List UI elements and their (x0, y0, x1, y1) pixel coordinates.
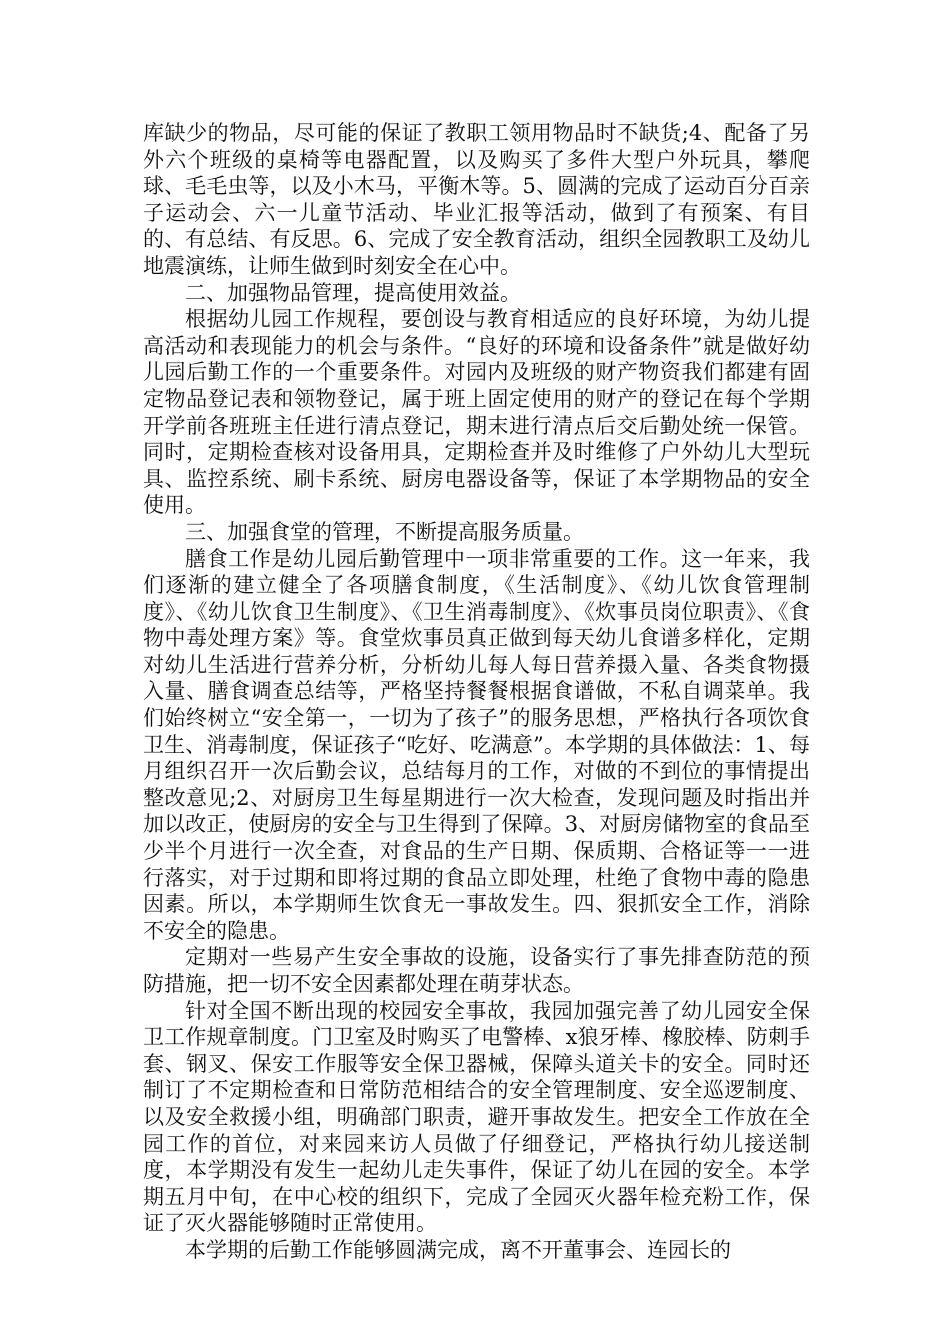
paragraph-continuation: 库缺少的物品，尽可能的保证了教职工领用物品时不缺货;4、配备了另外六个班级的桌椅等电器配置，以及购买了多件大型户外玩具，攀爬球、毛毛虫等，以及小木马，平衡木等。5、圆满的完成了运动百分百亲子运动会、六一儿童节活动、毕业汇报等活动，做到了有预案、有目的、有总结、有反思。6、完成了安全教育活动，组织全园教职工及幼儿地震演练，让师生做到时刻安全在心中。 (143, 121, 810, 278)
paragraph-safety-inspection: 定期对一些易产生安全事故的设施，设备实行了事先排查防范的预防措施，把一切不安全因素都处理在萌芽状态。 (143, 945, 810, 996)
paragraph-security-rules: 针对全国不断出现的校园安全事故，我园加强完善了幼儿园安全保卫工作规章制度。门卫室及时购买了电警棒、x狼牙棒、橡胶棒、防刺手套、钢叉、保安工作服等安全保卫器械，保障头道关卡的安全。同时还制订了不定期检查和日常防范相结合的安全管理制度、安全巡逻制度、以及安全救援小组，明确部门职责，避开事故发生。把安全工作放在全园工作的首位，对来园来访人员做了仔细登记，严格执行幼儿接送制度，本学期没有发生一起幼儿走失事件，保证了幼儿在园的安全。本学期五月中旬，在中心校的组织下，完成了全园灭火器年检充粉工作，保证了灭火器能够随时正常使用。 (143, 998, 810, 1236)
section-heading-canteen-management: 三、加强食堂的管理，不断提高服务质量。 (185, 519, 584, 544)
paragraph-item-management: 根据幼儿园工作规程，要创设与教育相适应的良好环境，为幼儿提高活动和表现能力的机会与条件。“良好的环境和设备条件”就是做好幼儿园后勤工作的一个重要条件。对园内及班级的财产物资我们都建有固定物品登记表和领物登记，属于班上固定使用的财产的登记在每个学期开学前各班班主任进行清点登记，期末进行清点后交后勤处统一保管。同时，定期检查核对设备用具，定期检查并及时维修了户外幼儿大型玩具、监控系统、刷卡系统、厨房电器设备等，保证了本学期物品的安全使用。 (143, 307, 810, 518)
paragraph-canteen-management: 膳食工作是幼儿园后勤管理中一项非常重要的工作。这一年来，我们逐渐的建立健全了各项膳食制度，《生活制度》、《幼儿饮食管理制度》、《幼儿饮食卫生制度》、《卫生消毒制度》、《炊事员岗位职责》、《食物中毒处理方案》等。食堂炊事员真正做到每天幼儿食谱多样化，定期对幼儿生活进行营养分析，分析幼儿每人每日营养摄入量、各类食物摄入量、膳食调查总结等，严格坚持餐餐根据食谱做，不私自调菜单。我们始终树立“安全第一，一切为了孩子”的服务思想，严格执行各项饮食卫生、消毒制度，保证孩子“吃好、吃满意”。本学期的具体做法：1、每月组织召开一次后勤会议，总结每月的工作，对做的不到位的事情提出整改意见;2、对厨房卫生每星期进行一次大检查，发现问题及时指出并加以改正，使厨房的安全与卫生得到了保障。3、对厨房储物室的食品至少半个月进行一次全查，对食品的生产日期、保质期、合格证等一一进行落实，对于过期和即将过期的食品立即处理，杜绝了食物中毒的隐患因素。所以，本学期师生饮食无一事故发生。四、狠抓安全工作，消除不安全的隐患。 (143, 546, 810, 943)
paragraph-closing: 本学期的后勤工作能够圆满完成，离不开董事会、连园长的 (185, 1237, 731, 1262)
section-heading-item-management: 二、加强物品管理，提高使用效益。 (185, 280, 521, 305)
document-page (143, 120, 810, 1264)
